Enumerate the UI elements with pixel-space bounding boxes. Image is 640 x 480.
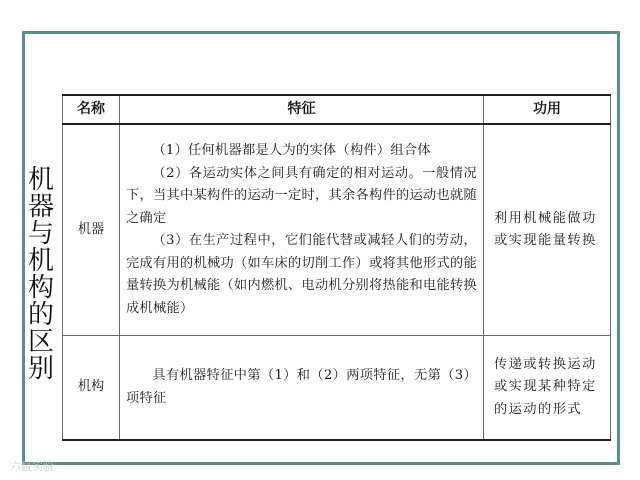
table-row [63,124,611,336]
feature-item: （2）各运动实体之间具有确定的相对运动。一般情况下，当其中某构件的运动一定时，其余各构件的运动也就随之确定 [126,165,477,226]
header-function: 功用 [484,95,611,124]
side-title-char: 器 [27,192,54,222]
feature-item: 具有机器特征中第（1）和（2）两项特征，无第（3）项特征 [126,368,477,406]
side-title-char: 区 [27,327,54,357]
row-function [484,124,611,336]
row-name: 机器 [63,124,120,336]
feature-item: （3）在生产过程中，它们能代替或减轻人们的劳动，完成有用的机械功（如车床的切削工作）或将其他形式的能量转换为机械能（如内燃机、电动机分别将热能和电能转换成机械能） [126,233,477,316]
side-title-char: 构 [27,273,54,303]
feature-item: （1）任何机器都是人为的实体（构件）组合体 [152,143,431,158]
table-header-row [63,95,611,124]
side-title-char: 机 [27,165,54,195]
row-features [120,336,484,441]
side-title-char: 机 [27,246,54,276]
side-title [25,167,57,383]
row-name: 机构 [63,336,120,441]
side-title-char: 别 [27,354,54,384]
function-text: 利用机械能做功或实现能量转换 [494,210,597,248]
comparison-table [62,94,611,441]
side-title-char: 与 [27,219,54,249]
header-name: 名称 [63,95,120,124]
function-text: 传递或转换运动或实现某种特定的运动的形式 [494,356,597,417]
table-row [63,336,611,441]
row-function [484,336,611,441]
header-features: 特征 [120,95,484,124]
side-title-char: 的 [27,300,54,330]
watermark-text: 六鼠实验 [10,460,54,473]
row-features [120,124,484,336]
